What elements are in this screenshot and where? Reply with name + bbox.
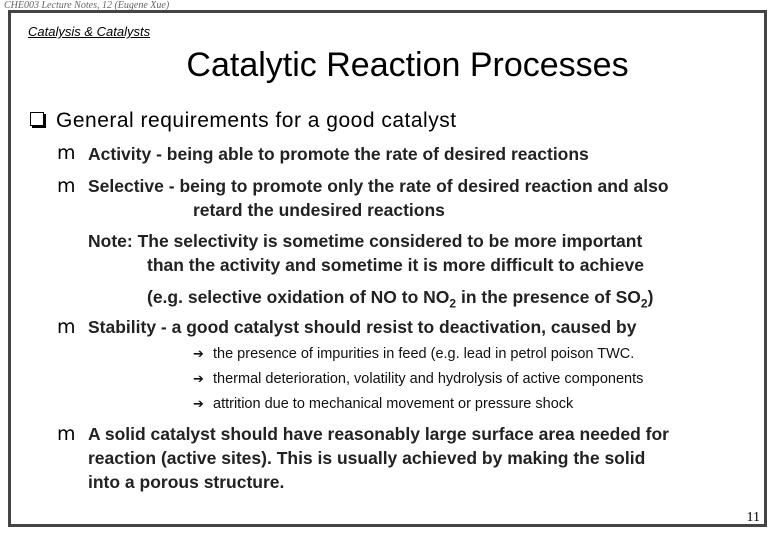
m-bullet-icon: m: [57, 423, 76, 445]
note-line2: than the activity and sometime it is more difficult to achieve: [147, 255, 644, 275]
m-bullet-icon: m: [57, 142, 76, 164]
surface-text-line3: into a porous structure.: [88, 472, 285, 492]
hollow-square-icon: [30, 112, 44, 126]
example-sub2: 2: [640, 296, 648, 311]
example-prefix: (e.g. selective oxidation of NO to NO: [147, 287, 450, 307]
cause-item: [193, 371, 643, 387]
cause-text: attrition due to mechanical movement or pressure shock: [213, 396, 574, 412]
selective-text-line1: Selective - being to promote only the rate of desired reaction and also: [88, 176, 669, 196]
example-sub1: 2: [449, 296, 457, 311]
cause-item: [193, 396, 573, 412]
right-arrow-icon: ➔: [193, 372, 204, 387]
slide-title: Catalytic Reaction Processes: [186, 46, 629, 84]
main-bullet-text: General requirements for a good catalyst: [56, 109, 457, 132]
cause-text: thermal deterioration, volatility and hydrolysis of active components: [213, 371, 644, 387]
m-bullet-icon: m: [57, 175, 76, 197]
cause-text: the presence of impurities in feed (e.g. lead in petrol poison TWC.: [213, 346, 635, 362]
note-example: [147, 287, 653, 311]
example-mid: in the presence of SO: [456, 287, 641, 307]
section-label: Catalysis & Catalysts: [28, 24, 151, 39]
cause-item: [193, 346, 634, 362]
page-number: 11: [746, 510, 760, 525]
right-arrow-icon: ➔: [193, 397, 204, 412]
surface-text-line1: A solid catalyst should have reasonably large surface area needed for: [88, 424, 669, 444]
surface-text-line2: reaction (active sites). This is usually achieved by making the solid: [88, 448, 646, 468]
stability-text: Stability - a good catalyst should resist to deactivation, caused by: [88, 317, 637, 337]
activity-text: Activity - being able to promote the rate of desired reactions: [88, 144, 589, 164]
selective-text-line2: retard the undesired reactions: [193, 200, 445, 220]
m-bullet-icon: m: [57, 316, 76, 338]
right-arrow-icon: ➔: [193, 347, 204, 362]
example-suffix: ): [647, 287, 654, 307]
header-note: CHE003 Lecture Notes, 12 (Eugene Xue): [4, 0, 170, 11]
note-line1: Note: The selectivity is sometime considered to be more important: [88, 231, 643, 251]
main-bullet: [30, 109, 457, 133]
